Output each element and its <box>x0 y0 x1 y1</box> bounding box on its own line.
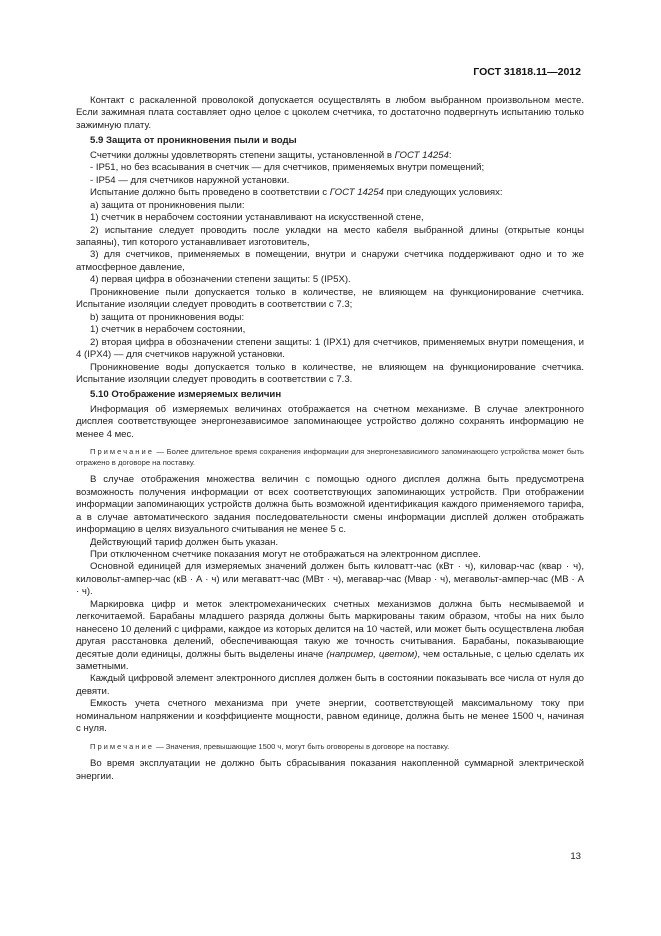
list-item: a) защита от проникновения пыли: <box>90 199 245 211</box>
paragraph: Испытание должно быть проведено в соответствии с ГОСТ 14254 при следующих условиях: <box>90 187 503 199</box>
list-item: 3) для счетчиков, применяемых в помещении, внутри и снаружи счетчика поддерживают одно и то же атмосферное давление, <box>76 249 584 273</box>
italic-example: (например, цветом) <box>326 648 418 660</box>
section-heading-5-10: 5.10 Отображение измеряемых величин <box>90 389 282 401</box>
paragraph: Контакт с раскаленной проволокой допускается осуществлять в любом выбранном произвольном месте. Если зажимная плата составляет одно целое с цоколем счетчика, то достаточно подвергнуть испытанию только зажимную плату. <box>76 95 584 131</box>
paragraph: Проникновение пыли допускается только в количестве, не влияющем на функционирование счетчика. Испытание изоляции следует проводить в соответствии с 7.3; <box>76 286 584 311</box>
list-item: b) защита от проникновения воды: <box>90 311 245 323</box>
paragraph: Счетчики должны удовлетворять степени защиты, установленной в ГОСТ 14254: <box>90 149 452 161</box>
paragraph: Во время эксплуатации не должно быть сбрасывания показания накопленной суммарной электрической энергии. <box>76 758 584 782</box>
list-item: 4) первая цифра в обозначении степени защиты: 5 (IP5X). <box>90 274 351 286</box>
list-item: 1) счетчик в нерабочем состоянии устанавливают на искусственной стене, <box>90 212 424 224</box>
standard-reference: ГОСТ 14254 <box>329 187 384 199</box>
paragraph: Информация об измеряемых величинах отображается на счетном механизме. В случае электронного дисплея соответствующее энергонезависимое запоминающее устройство должно сохранять информацию не менее 4 мес. <box>76 403 584 440</box>
list-item: 2) испытание следует проводить после укладки на место кабеля выбранной длины (открытые концы запаяны), тип которого устанавливает изготовитель, <box>76 224 584 248</box>
page-number: 13 <box>570 851 581 862</box>
paragraph: Основной единицей для измеряемых значений должен быть киловатт-час (кВт · ч), киловар-час (квар · ч), киловольт-ампер-час (кВ · А · ч) или мегаватт-час (МВт · ч), мегавар-час (Мвар · ч), мегавольт-ампер-час (МВ · А · ч). <box>76 561 584 598</box>
paragraph: В случае отображения множества величин с помощью одного дисплея должна быть предусмотрена возможность получения информации от всех соответствующих запоминающих устройств. При отображении информации запоминающих устройств должна быть возможной идентификация каждого применяемого тарифа, а в случае автоматического задания последовательности смены информации дисплей должен отображать информацию в целях визуального считывания не менее 5 с. <box>76 474 584 536</box>
page-header-standard: ГОСТ 31818.11—2012 <box>473 66 581 78</box>
list-item: 2) вторая цифра в обозначении степени защиты: 1 (IPX1) для счетчиков, применяемых внутри помещения, и 4 (IPX4) — для счетчиков наружной установки. <box>76 336 584 361</box>
note: Примечание — Более длительное время сохранения информации для энергонезависимого запоминающего устройства может быть отражено в договоре на поставку. <box>76 447 584 467</box>
paragraph: Емкость учета счетного механизма при учете энергии, соответствующей максимальному току при номинальном напряжении и коэффициенте мощности, равном единице, должна быть не менее 1500 ч, начиная с нуля. <box>76 698 584 735</box>
paragraph: Каждый цифровой элемент электронного дисплея должен быть в состоянии показывать все числа от нуля до девяти. <box>76 673 584 697</box>
list-item: 1) счетчик в нерабочем состоянии, <box>90 324 246 336</box>
document-body <box>76 95 584 783</box>
paragraph: Действующий тариф должен быть указан. <box>90 536 279 548</box>
paragraph: Проникновение воды допускается только в количестве, не влияющем на функционирование счетчика. Испытание изоляции следует проводить в соответствии с 7.3. <box>76 361 584 385</box>
paragraph: Маркировка цифр и меток электромеханических счетных механизмов должна быть несмываемой и легкочитаемой. Барабаны младшего разряда должны быть маркированы таким образом, чтобы на них было нанесено 10 делений с цифрами, каждое из которых делится на 10 частей, или может быть осуществлена любая другая расстановка делений, обеспечивающая такую же точность считывания. Барабаны, показывающие десятые доли единицы, должны быть выделены иначе (например, цветом), чем остальные, с целью сделать их заметными. <box>76 598 585 673</box>
standard-reference: ГОСТ 14254 <box>394 149 449 161</box>
list-item: - IP54 — для счетчиков наружной установки. <box>90 174 290 186</box>
list-item: - IP51, но без всасывания в счетчик — для счетчиков, применяемых внутри помещений; <box>90 162 485 174</box>
paragraph: При отключенном счетчике показания могут не отображаться на электронном дисплее. <box>90 548 481 560</box>
section-heading-5-9: 5.9 Защита от проникновения пыли и воды <box>90 135 297 147</box>
note: Примечание — Значения, превышающие 1500 ч, могут быть оговорены в договоре на поставку. <box>90 741 450 751</box>
